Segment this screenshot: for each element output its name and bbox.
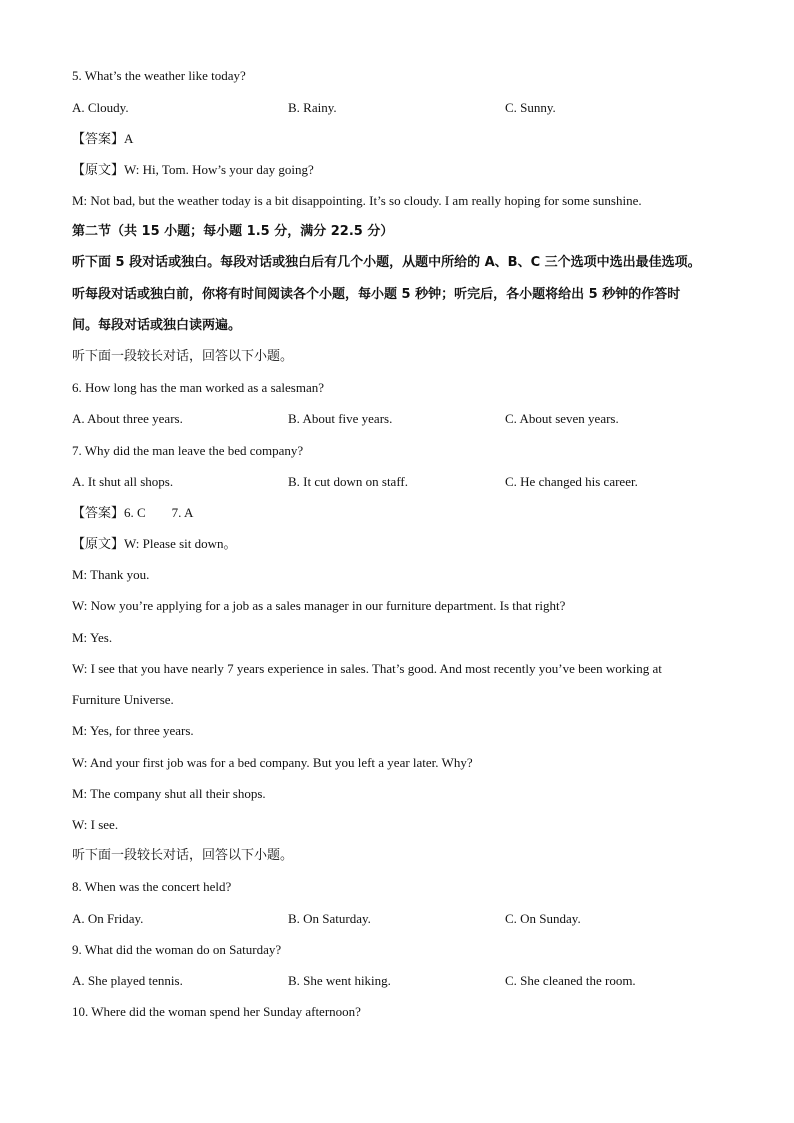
q5-option-c: C. Sunny. [505, 100, 556, 115]
q6-option-c: C. About seven years. [505, 411, 619, 426]
q9-option-c: C. She cleaned the room. [505, 973, 636, 988]
q6-option-a: A. About three years. [72, 411, 183, 426]
dialogue-line: M: The company shut all their shops. [72, 786, 266, 801]
dialogue-line: W: I see that you have nearly 7 years experience in sales. That’s good. And most recently you’ve been working at [72, 661, 662, 676]
q5-option-b: B. Rainy. [288, 100, 337, 115]
question-9: 9. What did the woman do on Saturday? [72, 942, 282, 957]
dialogue-line: W: Now you’re applying for a job as a sales manager in our furniture department. Is that right? [72, 598, 566, 613]
q7-option-c: C. He changed his career. [505, 474, 638, 489]
question-7: 7. Why did the man leave the bed company? [72, 443, 304, 458]
q9-option-b: B. She went hiking. [288, 973, 391, 988]
dialogue-line: M: Yes, for three years. [72, 723, 194, 738]
script-text: W: Hi, Tom. How’s your day going? [124, 162, 314, 177]
dialogue-line: M: Yes. [72, 630, 113, 645]
q5-script-2: M: Not bad, but the weather today is a bit disappointing. It’s so cloudy. I am really hoping for some sunshine. [72, 193, 642, 208]
script-tag: 【原文】 [72, 537, 125, 552]
section-instruction-1: 听下面 5 段对话或独白。每段对话或独白后有几个小题，从题中所给的 A、B、C 三个选项中选出最佳选项。 [72, 255, 701, 270]
q8-option-c: C. On Sunday. [505, 911, 581, 926]
dialogue-line: W: I see. [72, 817, 119, 832]
q6-option-b: B. About five years. [288, 411, 393, 426]
question-8: 8. When was the concert held? [72, 879, 232, 894]
section-instruction-2: 听每段对话或独白前，你将有时间阅读各个小题，每小题 5 秒钟；听完后，各小题将给出 5 秒钟的作答时 [72, 287, 681, 302]
group-intro: 听下面一段较长对话，回答以下小题。 [72, 349, 294, 364]
script-tag: 【原文】 [72, 163, 125, 178]
q8-option-a: A. On Friday. [72, 911, 144, 926]
section-heading: 第二节（共 15 小题；每小题 1.5 分，满分 22.5 分） [72, 224, 394, 239]
question-5: 5. What’s the weather like today? [72, 68, 246, 83]
answer-tag: 【答案】 [72, 506, 125, 521]
q7-option-b: B. It cut down on staff. [288, 474, 408, 489]
group1-answer [72, 505, 193, 522]
dialogue-line: M: Thank you. [72, 567, 150, 582]
q9-option-a: A. She played tennis. [72, 973, 183, 988]
q5-answer [72, 131, 133, 148]
answer-value: 6. C 7. A [124, 505, 194, 520]
group-intro: 听下面一段较长对话，回答以下小题。 [72, 848, 294, 863]
script-text: W: Please sit down。 [124, 536, 237, 551]
question-10: 10. Where did the woman spend her Sunday afternoon? [72, 1004, 361, 1019]
q5-script-1 [72, 162, 314, 179]
answer-value: A [124, 131, 134, 146]
q5-option-a: A. Cloudy. [72, 100, 129, 115]
answer-tag: 【答案】 [72, 132, 125, 147]
group1-script-first [72, 536, 237, 553]
q8-option-b: B. On Saturday. [288, 911, 371, 926]
q7-option-a: A. It shut all shops. [72, 474, 174, 489]
dialogue-line: W: And your first job was for a bed company. But you left a year later. Why? [72, 755, 473, 770]
question-6: 6. How long has the man worked as a salesman? [72, 380, 324, 395]
section-instruction-3: 间。每段对话或独白读两遍。 [72, 318, 242, 333]
dialogue-line: Furniture Universe. [72, 692, 174, 707]
